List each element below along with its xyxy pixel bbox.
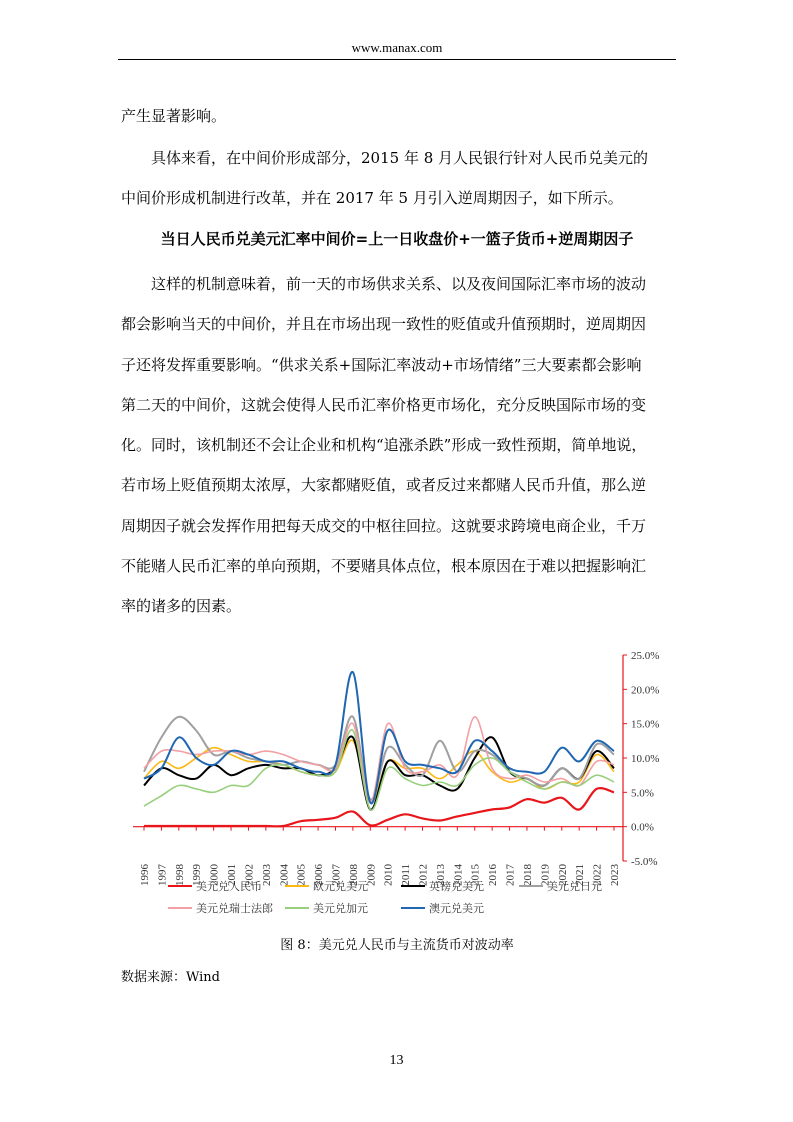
legend-label: 英镑兑美元 bbox=[429, 880, 484, 893]
y-tick-label: 0.0% bbox=[631, 821, 654, 834]
x-tick-label: 2005 bbox=[295, 864, 308, 886]
x-tick-label: 2007 bbox=[330, 864, 343, 886]
x-tick-label: 2021 bbox=[574, 864, 587, 886]
x-tick-label: 2018 bbox=[521, 864, 534, 886]
y-tick-label: 5.0% bbox=[631, 787, 654, 800]
legend-label: 欧元兑美元 bbox=[313, 880, 368, 893]
legend-label: 美元兑日元 bbox=[547, 880, 602, 893]
x-tick-label: 2002 bbox=[243, 864, 256, 886]
x-tick-label: 1996 bbox=[139, 864, 151, 886]
x-tick-label: 2017 bbox=[504, 864, 517, 886]
y-tick-label: -5.0% bbox=[631, 856, 658, 868]
x-tick-label: 2010 bbox=[382, 864, 395, 886]
text-line: 这样的机制意味着，前一天的市场供求关系、以及夜间国际汇率市场的波动 bbox=[121, 275, 647, 293]
x-tick-label: 1998 bbox=[173, 864, 186, 886]
legend-label: 美元兑人民币 bbox=[196, 880, 262, 893]
x-tick-label: 1997 bbox=[156, 864, 169, 886]
x-tick-label: 1999 bbox=[191, 864, 204, 886]
data-source: 数据来源：Wind bbox=[121, 970, 220, 985]
text-line: 子还将发挥重要影响。“供求关系+国际汇率波动+市场情绪”三大要素都会影响 bbox=[121, 355, 642, 374]
figure-caption: 图 8：美元兑人民币与主流货币对波动率 bbox=[280, 938, 514, 953]
x-tick-label: 2011 bbox=[400, 864, 413, 886]
x-tick-label: 2023 bbox=[609, 864, 621, 886]
x-tick-label: 2013 bbox=[434, 864, 447, 886]
x-tick-label: 2022 bbox=[591, 864, 604, 886]
legend-label: 美元兑瑞士法郎 bbox=[196, 902, 273, 915]
x-tick-label: 2012 bbox=[417, 864, 430, 886]
page-number: 13 bbox=[389, 1053, 404, 1068]
legend-label: 美元兑加元 bbox=[313, 902, 368, 915]
y-tick-label: 25.0% bbox=[631, 650, 660, 662]
page-header-url: www.manax.com bbox=[351, 40, 443, 55]
y-tick-label: 15.0% bbox=[631, 718, 660, 731]
text-line: 若市场上贬值预期太浓厚，大家都赌贬值，或者反过来都赌人民币升值，那么逆 bbox=[121, 476, 647, 495]
x-tick-label: 2009 bbox=[365, 864, 378, 886]
text-line: 中间价形成机制进行改革，并在 2017 年 5 月引入逆周期因子，如下所示。 bbox=[121, 189, 623, 208]
legend-label: 澳元兑美元 bbox=[429, 902, 484, 915]
text-line: 率的诸多的因素。 bbox=[121, 597, 242, 616]
text-line: 第二天的中间价，这就会使得人民币汇率价格更市场化，充分反映国际市场的变 bbox=[121, 395, 647, 414]
x-tick-label: 2020 bbox=[556, 864, 569, 886]
x-tick-label: 2006 bbox=[313, 864, 326, 886]
x-tick-label: 2008 bbox=[347, 864, 360, 886]
x-tick-label: 2003 bbox=[260, 864, 273, 886]
y-tick-label: 10.0% bbox=[631, 753, 660, 765]
x-tick-label: 2001 bbox=[226, 864, 239, 886]
text-line: 化。同时，该机制还不会让企业和机构“追涨杀跌”形成一致性预期，简单地说， bbox=[121, 436, 647, 455]
x-tick-label: 2016 bbox=[487, 864, 500, 886]
y-tick-label: 20.0% bbox=[631, 684, 660, 697]
text-line: 不能赌人民币汇率的单向预期，不要赌具体点位，根本原因在于难以把握影响汇 bbox=[121, 557, 647, 576]
x-tick-label: 2014 bbox=[452, 864, 465, 886]
text-line: 具体来看，在中间价形成部分，2015 年 8 月人民银行针对人民币兑美元的 bbox=[121, 149, 649, 167]
x-tick-label: 2015 bbox=[469, 864, 482, 886]
text-line: 产生显著影响。 bbox=[121, 107, 227, 125]
formula-heading: 当日人民币兑美元汇率中间价=上一日收盘价+一篮子货币+逆周期因子 bbox=[160, 230, 634, 248]
text-line: 周期因子就会发挥作用把每天成交的中枢往回拉。这就要求跨境电商企业，千万 bbox=[121, 516, 647, 535]
x-tick-label: 2004 bbox=[278, 864, 291, 886]
x-tick-label: 2019 bbox=[539, 864, 552, 886]
x-tick-label: 2000 bbox=[208, 864, 221, 886]
text-line: 都会影响当天的中间价，并且在市场出现一致性的贬值或升值预期时，逆周期因 bbox=[121, 315, 647, 334]
